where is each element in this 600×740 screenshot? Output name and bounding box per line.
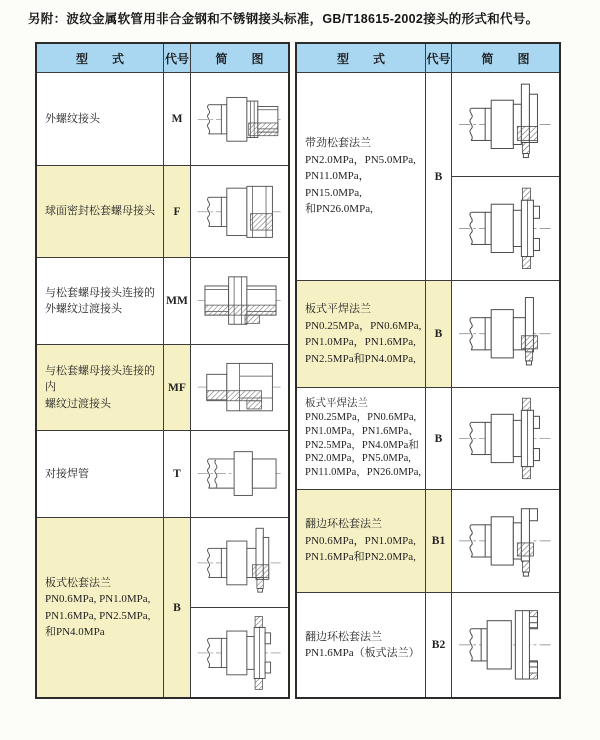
type-line: PN1.0MPa，PN1.6MPa、 [305,425,419,437]
type-line: 翻边环松套法兰 [305,630,382,643]
union-nut-fitting-diagram [191,166,288,257]
code-cell: MF [163,345,190,430]
diagram-cell [451,388,559,489]
type-line: 外螺纹接头 [45,112,100,125]
plate-loose-flange-studs-diagram [191,607,288,697]
type-line: 和PN4.0MPa [45,626,105,638]
right-table [295,42,561,699]
diagram-cell [451,593,559,697]
left-table-row [37,72,288,165]
type-line: 板式松套法兰 [45,576,111,589]
code-cell: B [425,281,451,387]
type-line: PN1.6MPa和PN2.0MPa, [305,551,416,564]
type-line: 和PN26.0MPa, [305,203,373,216]
left-table-row [37,517,288,697]
male-thread-fitting-diagram [191,73,288,165]
diagram-cell [190,166,288,257]
column-header-diagram: 简 图 [451,44,559,72]
column-header-diagram: 简 图 [190,44,288,72]
type-cell [37,73,163,165]
type-line: PN1.6MPa（板式法兰） [305,647,420,659]
code-cell: B [425,388,451,489]
type-line: PN2.5MPa和PN4.0MPa, [305,352,416,365]
plate-loose-flange-bolt-diagram [191,518,288,607]
type-line: 对接焊管 [45,467,89,480]
right-table-row [297,72,559,280]
type-cell [37,431,163,517]
neck-loose-flange-studs-diagram [452,176,559,280]
right-header-row [297,44,559,72]
fitting-tables [35,42,561,699]
type-line: 与松套螺母接头连接的内 [45,364,155,394]
code-cell: MM [163,258,190,344]
column-header-code: 代号 [163,44,190,72]
neck-loose-flange-bolt-diagram [452,73,559,176]
code-cell: F [163,166,190,257]
code-cell: B [425,73,451,280]
type-line: PN11.0MPa，PN26.0MPa, [305,467,422,479]
right-table-row [297,592,559,697]
type-line: 外螺纹过渡接头 [45,303,122,315]
column-header-type: 型 式 [37,44,163,72]
type-line: PN0.6MPa，PN1.0MPa, [305,534,416,547]
type-line: PN0.25MPa，PN0.6MPa, [305,319,422,332]
left-table [35,42,290,699]
left-table-row [37,430,288,517]
diagram-cell [190,258,288,344]
type-line: PN2.0MPa，PN5.0MPa, [305,453,411,465]
page-title: 另附：波纹金属软管用非合金钢和不锈钢接头标准，GB/T18615-2002接头的形式和代号。 [28,12,539,26]
code-cell: M [163,73,190,165]
type-cell [297,281,425,387]
type-line: 板式平焊法兰 [305,397,368,409]
male-female-adapter-diagram [191,345,288,430]
right-table-row [297,387,559,489]
lapped-ring-flange-diagram [452,490,559,592]
code-cell: B1 [425,490,451,592]
type-cell [297,593,425,697]
type-line: 与松套螺母接头连接的 [45,286,155,299]
type-line: PN0.6MPa, PN1.0MPa, [45,593,151,605]
diagram-cell [190,431,288,517]
left-table-row [37,257,288,344]
diagram-cell [190,73,288,165]
diagram-cell [451,490,559,592]
column-header-type: 型 式 [297,44,425,72]
type-line: 螺纹过渡接头 [45,397,111,410]
type-line: PN2.5MPa，PN4.0MPa和 [305,439,419,451]
diagram-cell [451,73,559,280]
type-line: PN0.25MPa，PN0.6MPa, [305,411,417,423]
diagram-cell [451,281,559,387]
type-line: PN11.0MPa，PN15.0MPa, [305,170,370,199]
type-line: 翻边环松套法兰 [305,518,382,531]
type-cell [297,490,425,592]
left-table-row [37,165,288,257]
lapped-ring-plate-flange-diagram [452,593,559,697]
butt-weld-pipe-diagram [191,431,288,517]
plate-weld-flange-studs-diagram [452,388,559,489]
code-cell: B2 [425,593,451,697]
type-line: 球面密封松套螺母接头 [45,205,155,218]
right-table-row [297,489,559,592]
type-cell [37,258,163,344]
type-cell [37,518,163,697]
diagram-cell [190,345,288,430]
code-cell: B [163,518,190,697]
diagram-cell [190,518,288,697]
type-cell [297,73,425,280]
plate-weld-flange-bolt-diagram [452,281,559,387]
type-line: PN1.6MPa, PN2.5MPa, [45,609,151,622]
type-line: 带劲松套法兰 [305,137,371,150]
right-table-row [297,280,559,387]
type-line: 板式平焊法兰 [305,303,371,315]
type-line: PN1.0MPa，PN1.6MPa, [305,336,416,348]
column-header-code: 代号 [425,44,451,72]
type-cell [297,388,425,489]
type-line: PN2.0MPa，PN5.0MPa, [305,153,416,166]
male-male-adapter-diagram [191,258,288,344]
left-header-row [37,44,288,72]
type-cell [37,345,163,430]
left-table-row [37,344,288,430]
type-cell [37,166,163,257]
code-cell: T [163,431,190,517]
